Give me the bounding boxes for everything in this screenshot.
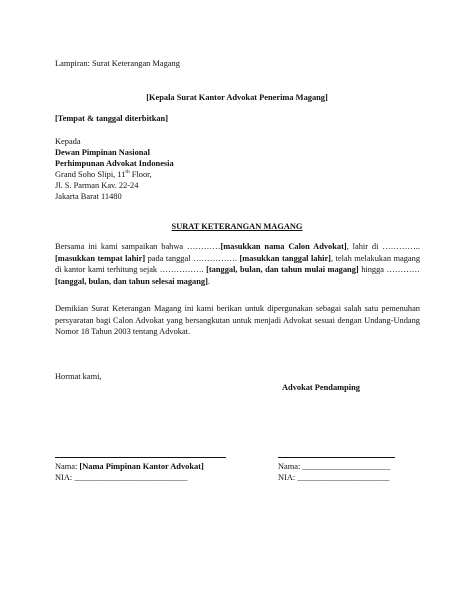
right-nia-line xyxy=(278,472,389,483)
right-signer-title: Advokat Pendamping xyxy=(282,383,360,392)
address-line-4: Jl. S. Parman Kav. 22-24 xyxy=(55,181,139,190)
left-name-line xyxy=(55,461,204,472)
paragraph-1 xyxy=(55,241,420,287)
address-kepada: Kepada xyxy=(55,137,81,146)
address-line-2: Perhimpunan Advokat Indonesia xyxy=(55,159,174,168)
left-signature-line xyxy=(55,457,226,458)
left-nia-label: NIA: xyxy=(55,473,75,482)
address-line-1: Dewan Pimpinan Nasional xyxy=(55,148,150,157)
p1-bold-5: [tanggal, bulan, dan tahun selesai magang] xyxy=(55,276,208,286)
address-line-3 xyxy=(55,169,152,180)
p1-text-4: , telah melakukan magang di kantor kami terhitung sejak ……………. xyxy=(55,253,420,275)
right-name-label: Nama: xyxy=(278,462,303,471)
left-name-label: Nama: xyxy=(55,462,80,471)
right-nia-blank: ______________________ xyxy=(297,473,390,482)
p1-bold-1: [masukkan nama Calon Advokat] xyxy=(220,242,347,251)
p1-bold-4: [tanggal, bulan, dan tahun mulai magang] xyxy=(206,265,359,275)
left-nia-blank: ___________________________ xyxy=(74,473,188,482)
closing-line: Hormat kami, xyxy=(55,372,102,381)
place-date-placeholder: [Tempat & tanggal diterbitkan] xyxy=(55,114,168,123)
p1-bold-2: [masukkan tempat lahir] xyxy=(55,253,146,263)
paragraph-2: Demikian Surat Keterangan Magang ini kami berikan untuk dipergunakan sebagai salah satu pemenuhan persyaratan bagi Calon Advokat yang bersangkutan untuk menjadi Advokat sesuai dengan Undang-Undang Nomor 18 Tahun 2003 tentang Advokat. xyxy=(55,304,420,337)
p1-text-6: . xyxy=(207,276,210,286)
right-nia-label: NIA: xyxy=(278,473,298,482)
p1-text-2: , lahir di ………….. xyxy=(346,242,420,251)
address-line-3-tail: Floor, xyxy=(129,170,152,179)
letterhead-placeholder: [Kepala Surat Kantor Advokat Penerima Magang] xyxy=(146,93,328,102)
right-name-line xyxy=(278,461,390,472)
right-name-blank: _____________________ xyxy=(302,462,391,471)
p1-text-1: Bersama ini kami sampaikan bahwa ………… xyxy=(55,242,221,251)
address-line-3-sup: th xyxy=(125,169,130,176)
p1-bold-3: [masukkan tanggal lahir] xyxy=(239,253,331,263)
address-line-5: Jakarta Barat 11480 xyxy=(55,192,122,201)
document-title: SURAT KETERANGAN MAGANG xyxy=(171,222,303,231)
lampiran-line: Lampiran: Surat Keterangan Magang xyxy=(55,59,180,68)
p1-text-3: pada tanggal ……………. xyxy=(145,253,240,263)
p1-text-5: hingga ………… xyxy=(358,265,421,275)
address-line-3-text: Grand Soho Slipi, 11 xyxy=(55,170,126,179)
left-nia-line xyxy=(55,472,187,483)
left-name-value: [Nama Pimpinan Kantor Advokat] xyxy=(79,462,204,471)
right-signature-line xyxy=(278,457,395,458)
